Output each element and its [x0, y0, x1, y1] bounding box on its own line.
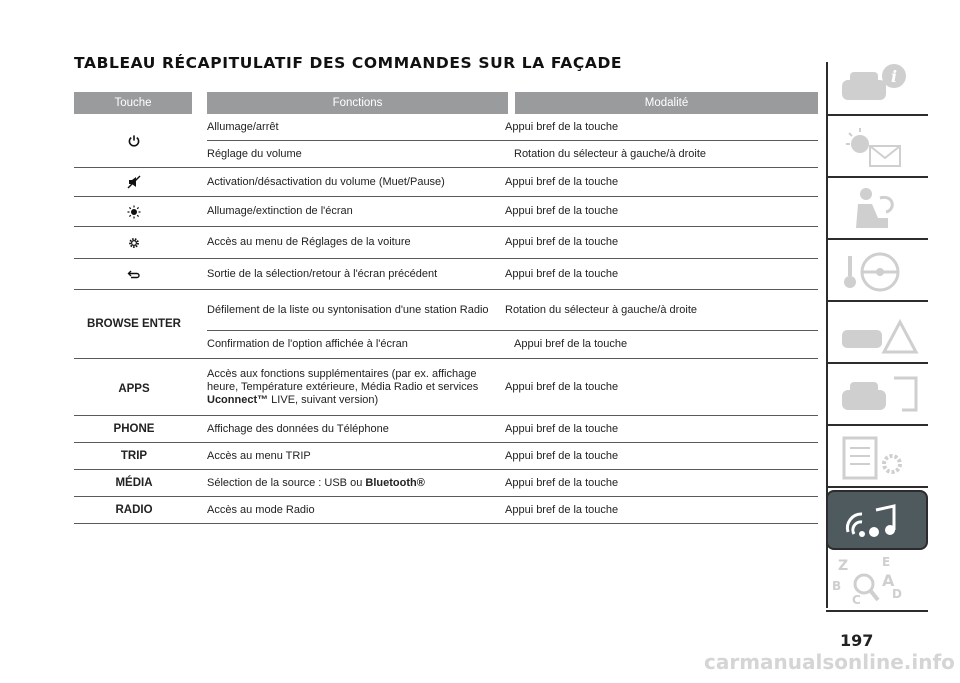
uconnect-brand: Uconnect™	[207, 393, 269, 406]
key-cell: MÉDIA	[115, 477, 153, 489]
function-cell: Accès au menu de Réglages de la voiture	[207, 236, 411, 248]
multimedia-icon	[834, 496, 924, 548]
mode-cell: Appui bref de la touche	[505, 422, 619, 435]
tab-car-accident[interactable]	[826, 304, 928, 364]
page-title: TABLEAU RÉCAPITULATIF DES COMMANDES SUR LA FAÇADE	[74, 54, 623, 72]
power-icon	[127, 134, 141, 148]
tab-car-service[interactable]	[826, 366, 928, 426]
seat-airbag-icon	[832, 184, 922, 236]
svg-text:i: i	[891, 67, 898, 86]
mode-cell: Appui bref de la touche	[514, 338, 628, 350]
table-row-browse-enter	[74, 290, 818, 359]
table-row-screen	[74, 197, 818, 227]
car-accident-icon	[832, 308, 922, 360]
key-cell: BROWSE ENTER	[87, 318, 181, 330]
tab-car-info[interactable]	[826, 56, 928, 116]
key-cell	[74, 168, 198, 196]
car-service-icon	[832, 370, 922, 422]
watermark-footer: carmanualsonline.info	[704, 650, 955, 674]
settings-icon	[127, 236, 141, 250]
header-touche: Touche	[74, 92, 192, 114]
svg-text:D: D	[892, 587, 902, 601]
warning-lights-icon	[832, 122, 922, 174]
steering-key-icon	[832, 246, 922, 298]
mute-icon	[127, 175, 141, 189]
key-cell	[74, 259, 198, 289]
function-cell: Sortie de la sélection/retour à l'écran précédent	[207, 267, 438, 280]
mode-cell: Appui bref de la touche	[505, 476, 619, 489]
function-cell: Accès aux fonctions supplémentaires (par ex. affichage heure, Température extérieure, Média Radio et services Uconnect™ LIVE, suivant version)	[207, 367, 479, 406]
page-number: 197	[840, 631, 874, 650]
mode-cell: Appui bref de la touche	[505, 503, 619, 516]
key-cell: TRIP	[120, 450, 148, 462]
function-cell: Activation/désactivation du volume (Muet/Pause)	[207, 175, 445, 188]
svg-text:C: C	[852, 593, 861, 607]
controls-table	[74, 92, 818, 524]
tab-multimedia[interactable]	[826, 490, 928, 550]
header-modalite: Modalité	[515, 92, 818, 114]
tab-seat-airbag[interactable]	[826, 180, 928, 240]
svg-text:E: E	[882, 556, 891, 569]
table-row-settings	[74, 227, 818, 259]
mode-cell: Appui bref de la touche	[505, 236, 619, 248]
svg-text:Z: Z	[838, 558, 849, 574]
tab-technical-data[interactable]	[826, 428, 928, 488]
mode-cell: Appui bref de la touche	[505, 205, 619, 217]
table-row-mute	[74, 168, 818, 197]
function-cell: Réglage du volume	[207, 147, 302, 160]
key-cell	[74, 114, 198, 167]
back-arrow-icon	[127, 267, 141, 281]
function-cell: Sélection de la source : USB ou Bluetooth®	[207, 476, 425, 489]
function-cell: Défilement de la liste ou syntonisation d'une station Radio	[207, 303, 489, 316]
index-icon	[832, 556, 922, 608]
table-header	[74, 92, 818, 114]
mode-cell: Rotation du sélecteur à gauche/à droite	[514, 147, 707, 160]
table-row-trip	[74, 443, 818, 470]
mode-cell: Appui bref de la touche	[505, 120, 619, 133]
table-row-phone	[74, 416, 818, 443]
svg-text:A: A	[882, 571, 895, 590]
function-cell: Allumage/extinction de l'écran	[207, 205, 353, 217]
mode-cell: Appui bref de la touche	[505, 175, 619, 188]
mode-cell: Appui bref de la touche	[505, 267, 619, 280]
key-cell	[74, 197, 198, 226]
screen-brightness-icon	[127, 205, 141, 219]
bluetooth-brand: Bluetooth®	[365, 476, 425, 489]
table-row-media	[74, 470, 818, 497]
car-info-icon	[832, 60, 922, 112]
key-cell	[74, 227, 198, 258]
technical-data-icon	[832, 432, 922, 484]
function-cell: Accès au menu TRIP	[207, 449, 311, 462]
tab-index[interactable]	[826, 552, 928, 612]
key-cell: APPS	[118, 383, 150, 395]
table-row-radio	[74, 497, 818, 524]
function-cell: Accès au mode Radio	[207, 503, 315, 516]
svg-text:B: B	[832, 579, 842, 593]
mode-cell: Appui bref de la touche	[505, 449, 619, 462]
mode-cell: Appui bref de la touche	[505, 380, 619, 393]
function-cell: Confirmation de l'option affichée à l'écran	[207, 338, 408, 350]
header-fonctions: Fonctions	[207, 92, 508, 114]
table-row-apps	[74, 359, 818, 416]
key-cell: RADIO	[115, 504, 153, 516]
table-row-power	[74, 114, 818, 168]
table-row-back	[74, 259, 818, 290]
function-cell: Allumage/arrêt	[207, 120, 279, 133]
key-cell: PHONE	[113, 423, 155, 435]
mode-cell: Rotation du sélecteur à gauche/à droite	[505, 303, 698, 316]
tab-steering-key[interactable]	[826, 242, 928, 302]
tab-warning-lights[interactable]	[826, 118, 928, 178]
function-cell: Affichage des données du Téléphone	[207, 422, 389, 435]
